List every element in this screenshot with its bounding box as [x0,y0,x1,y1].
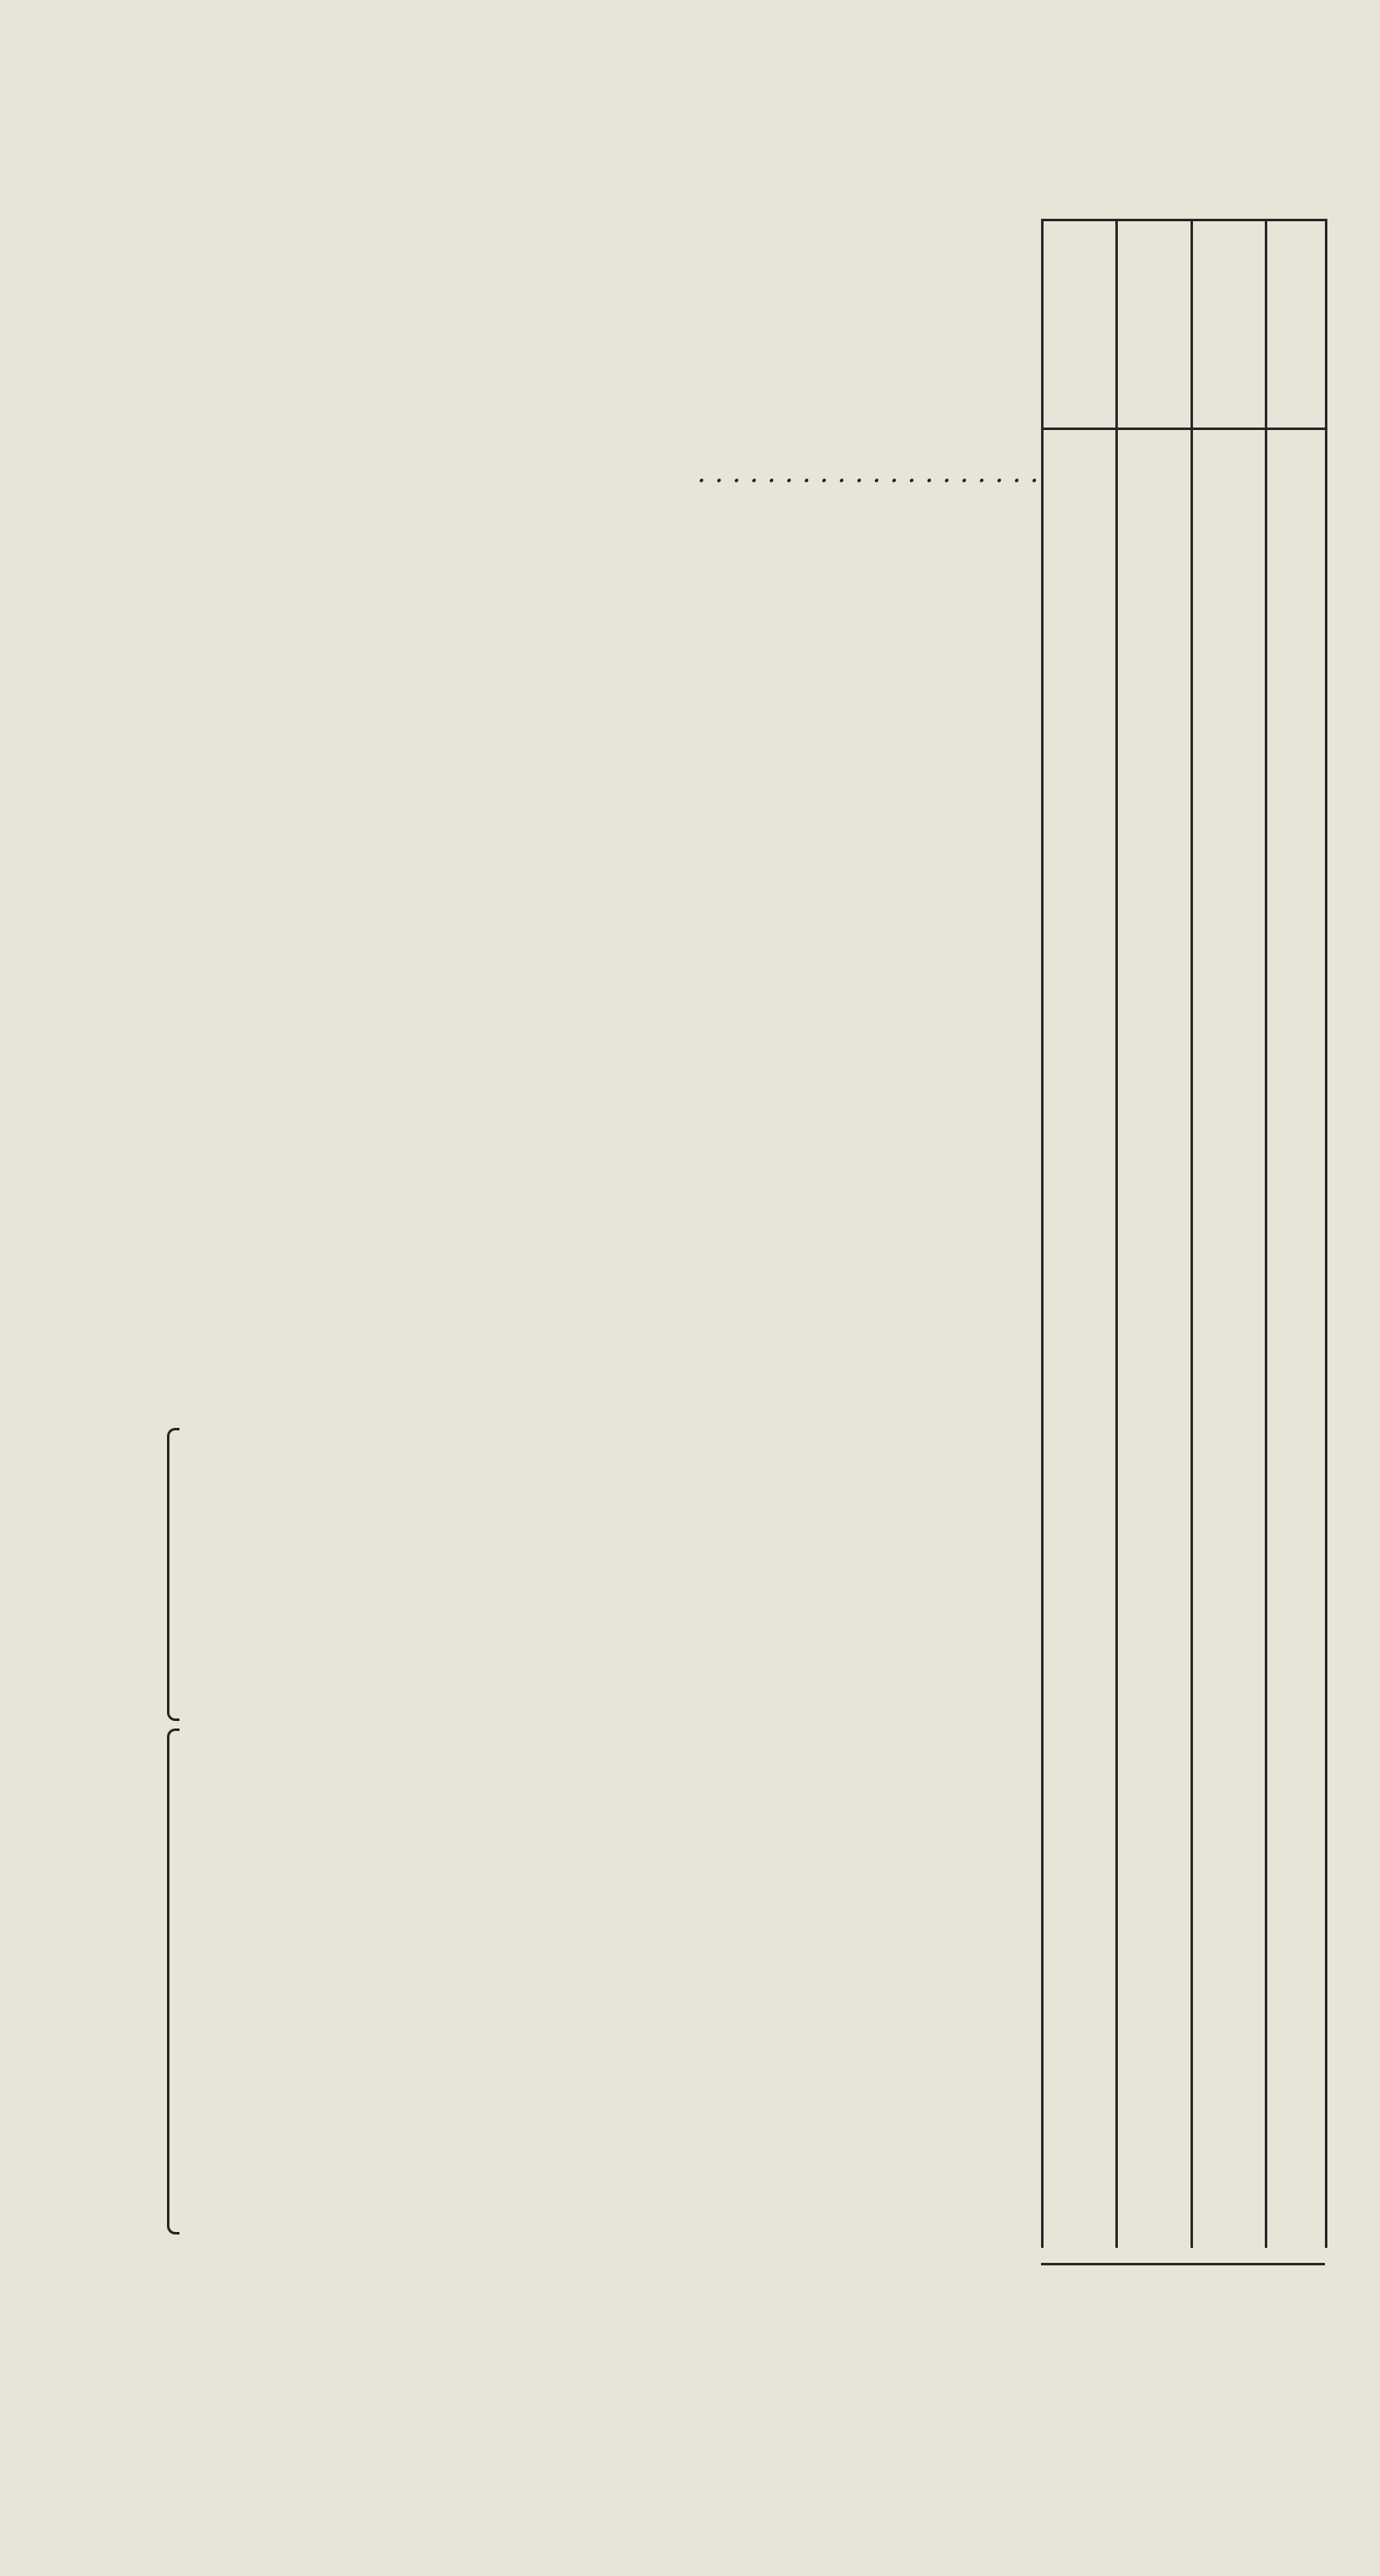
table-header-rule [1041,428,1325,430]
column-header-bulletins [1115,219,1189,428]
column-rule [1265,219,1267,2248]
total-rule [1041,2263,1325,2265]
column-header-feuilles [1041,219,1115,428]
column-rule [1190,219,1193,2248]
brace-militaire [167,1728,179,2234]
column-header-almanachs-poche [1190,219,1264,428]
column-rule [1041,219,1044,2248]
brace-gouvernement [167,1428,179,1721]
column-rule [1325,219,1327,2248]
column-rule [1115,219,1118,2248]
report-label [697,451,1041,494]
a-reporter-row [0,2271,1380,2315]
report-row [0,451,1380,494]
